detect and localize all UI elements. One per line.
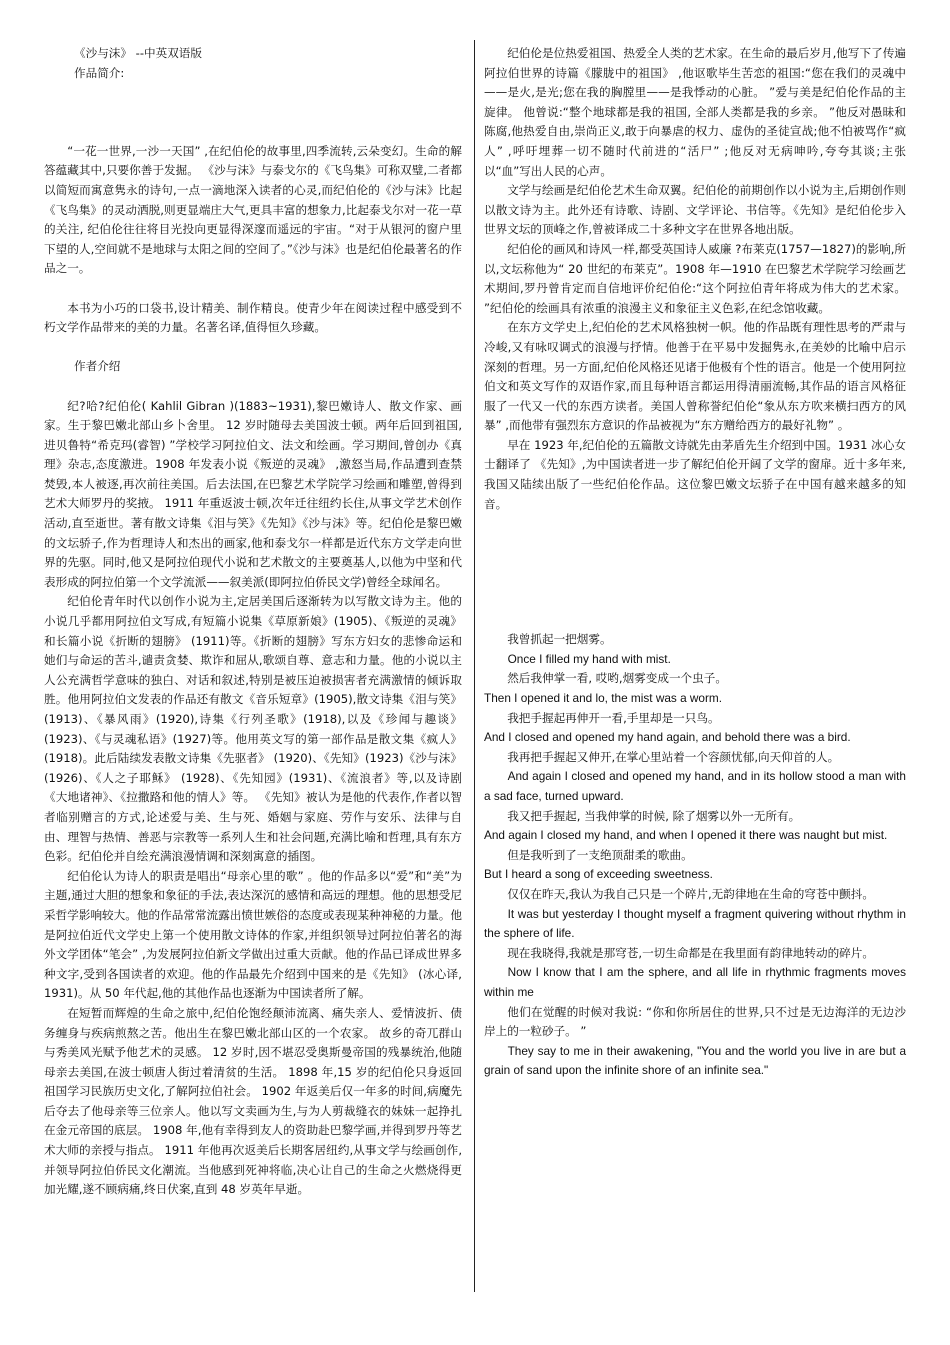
- bilingual-en: And again I closed my hand, and when I opened it there was naught but mist.: [484, 828, 888, 843]
- author-paragraph: 文学与绘画是纪伯伦艺术生命双翼。纪伯伦的前期创作以小说为主,后期创作则以散文诗为主。此外还有诗歌、诗剧、文学评论、书信等。《先知》是纪伯伦步入世界文坛的顶峰之作,曾被译成二十多种文字在世界各地出版。: [484, 183, 906, 237]
- bilingual-zh: 仅仅在昨天,我认为我自己只是一个碎片,无韵律地在生命的穹苍中颤抖。: [507, 886, 874, 901]
- bilingual-en: They say to me in their awakening, "You and the world you live in are but a grain of sand upon the infinite shore of an infinite sea.": [484, 1043, 906, 1078]
- spacer: [44, 83, 462, 122]
- document-title: 《沙与沫》 --中英双语版: [74, 46, 202, 60]
- bilingual-zh: 他们在觉醒的时候对我说: “你和你所居住的世界,只不过是无边海洋的无边沙岸上的一粒砂子。 ”: [484, 1004, 906, 1039]
- bilingual-en: Then I opened it and lo, the mist was a worm.: [484, 691, 723, 706]
- bilingual-zh: 我再把手握起又伸开,在掌心里站着一个容颜忧郁,向天仰首的人。: [507, 749, 840, 764]
- bilingual-en: But I heard a song of exceeding sweetness.: [484, 867, 713, 882]
- author-paragraph: 在东方文学史上,纪伯伦的艺术风格独树一帜。他的作品既有理性思考的严肃与冷峻,又有咏叹调式的浪漫与抒情。他善于在平易中发掘隽永,在美妙的比喻中启示深刻的哲理。另一方面,纪伯伦风格还见诸于他极有个性的语言。他是一个使用阿拉伯文和英文写作的双语作家,而且每种语言都运用得清丽流畅,其作品的语言风格征服了一代又一代的东西方读者。美国人曾称誉纪伯伦“象从东方吹来横扫西方的风暴” ,而他带有强烈东方意识的作品被视为“东方赠给西方的最好礼物” 。: [484, 320, 906, 433]
- author-paragraph: 纪伯伦是位热爱祖国、热爱全人类的艺术家。在生命的最后岁月,他写下了传遍阿拉伯世界的诗篇《朦胧中的祖国》 ,他讴歌毕生苦恋的祖国:“您在我们的灵魂中——是火,是光;您在我的胸膛里——是我悸动的心脏。 ”爱与美是纪伯伦作品的主旋律。 他曾说:“整个地球都是我的祖国, 全部人类都是我的乡亲。 ”他反对愚昧和陈腐,他热爱自由,崇尚正义,敢于向暴虐的权力、虚伪的圣徒宣战;他不怕被骂作“疯人” ,呼吁埋葬一切不随时代前进的“活尸” ;他反对无病呻吟,夸夸其谈;主张以“血”写出人民的心声。: [484, 46, 906, 178]
- column-divider: [474, 40, 475, 1292]
- author-paragraph: 纪伯伦的画风和诗风一样,都受英国诗人威廉 ?布莱克(1757—1827)的影响,所以,文坛称他为“ 20 世纪的布莱克”。1908 年—1910 在巴黎艺术学院学习绘画艺术期间,罗丹曾肯定而自信地评价纪伯伦:“这个阿拉伯青年将成为伟大的艺术家。 ”纪伯伦的绘画具有浓重的浪漫主义和象征主义色彩,在纪念馆收藏。: [484, 241, 906, 315]
- author-paragraph: 纪?哈?纪伯伦( Kahlil Gibran )(1883~1931),黎巴嫩诗人、散文作家、画家。生于黎巴嫩北部山乡卜舍里。 12 岁时随母去美国波士顿。两年后回到祖国,进贝鲁特“希克玛(睿智) ”学校学习阿拉伯文、法文和绘画。学习期间,曾创办《真理》杂志,态度激进。1908 年发表小说《叛逆的灵魂》 ,激怒当局,作品遭到查禁焚毁,本人被逐,再次前往美国。后去法国,在巴黎艺术学院学习绘画和雕塑,曾得到艺术大师罗丹的奖掖。 1911 年重返波士顿,次年迁往纽约长住,从事文学艺术创作活动,直至逝世。著有散文诗集《泪与笑》《先知》《沙与沫》等。纪伯伦是黎巴嫩的文坛骄子,作为哲理诗人和杰出的画家,他和泰戈尔一样都是近代东方文学走向世界的先驱。同时,他又是阿拉伯现代小说和艺术散文的主要奠基人,以他为中坚和代表形成的阿拉伯第一个文学流派——叙美派(即阿拉伯侨民文学)曾经全球闻名。: [44, 398, 462, 589]
- spacer: [44, 279, 462, 299]
- bilingual-section: [484, 630, 906, 1081]
- bilingual-en: It was but yesterday I thought myself a fragment quivering without rhythm in the sphere of life.: [484, 906, 906, 941]
- right-column: [484, 44, 906, 1081]
- author-paragraph: 纪伯伦认为诗人的职责是唱出“母亲心里的歌” 。他的作品多以“爱”和“美”为主题,通过大胆的想象和象征的手法,表达深沉的感情和高远的理想。他的思想受尼采哲学影响较大。他的作品常常流露出愤世嫉俗的态度或表现某种神秘的力量。他是阿拉伯近代文学史上第一个使用散文诗体的作家,并组织领导过阿拉伯著名的海外文学团体“笔会” ,为发展阿拉伯新文学做出过重大贡献。他的作品已译成世界多种文字,受到各国读者的欢迎。他的作品最先介绍到中国来的是《先知》 (冰心译, 1931)。从 50 年代起,他的其他作品也逐渐为中国读者所了解。: [44, 868, 462, 1001]
- spacer: [44, 122, 462, 142]
- bilingual-zh: 我把手握起再伸开一看,手里却是一只鸟。: [507, 710, 720, 725]
- bilingual-en: And again I closed and opened my hand, and in its hollow stood a man with a sad face, turned upward.: [484, 769, 906, 803]
- author-paragraph: 纪伯伦青年时代以创作小说为主,定居美国后逐渐转为以写散文诗为主。他的小说几乎都用阿拉伯文写成,有短篇小说集《草原新娘》(1905)、《叛逆的灵魂》和长篇小说《折断的翅膀》 (1911)等。《折断的翅膀》写东方妇女的悲惨命运和她们与命运的苦斗,谴责贪婪、欺诈和屈从,歌颂自尊、意志和力量。他的小说以主人公充满哲学意味的独白、对话和叙述,特别是被压迫被损害者充满激情的倾诉取胜。他用阿拉伯文发表的作品还有散文《音乐短章》(1905),散文诗集《泪与笑》 (1913)、《暴风雨》(1920),诗集《行列圣歌》(1918),以及《珍闻与趣谈》(1923)、《与灵魂私语》(1927)等。他用英文写的第一部作品是散文集《疯人》 (1918)。此后陆续发表散文诗集《先驱者》 (1920)、《先知》(1923)《沙与沫》(1926)、《人之子耶稣》 (1928)、《先知园》(1931)、《流浪者》等,以及诗剧《大地诸神》、《拉撒路和他的情人》等。 《先知》被认为是他的代表作,作者以智者临别赠言的方式,论述爱与美、生与死、婚姻与家庭、劳作与安乐、法律与自由、理智与热情、善恶与宗教等一系列人生和社会问题,充满比喻和哲理,具有东方色彩。纪伯伦并自绘充满浪漫情调和深刻寓意的插图。: [44, 594, 462, 864]
- intro-paragraph: “一花一世界,一沙一天国” ,在纪伯伦的故事里,四季流转,云朵变幻。生命的解答蕴藏其中,只要你善于发掘。 《沙与沫》与泰戈尔的《飞鸟集》可称双璧,二者都以简短而寓意隽永的诗句,一点一滴地深入读者的心灵,而纪伯伦的《沙与沫》比起《飞鸟集》的灵动洒脱,则更显端庄大气,更具丰富的想象力,比起泰戈尔对一花一草的关注, 纪伯伦往往将目光投向更显得深邃而遥远的宇宙。“对于从银河的窗户里下望的人,空间就不是地球与太阳之间的空间了。”《沙与沫》也是纪伯伦最著名的作品之一。: [44, 143, 462, 276]
- bilingual-zh: 现在我晓得,我就是那穹苍,一切生命都是在我里面有韵律地转动的碎片。: [507, 945, 874, 960]
- bilingual-zh: 我又把手握起, 当我伸掌的时候, 除了烟雾以外一无所有。: [507, 808, 801, 823]
- author-paragraph: 早在 1923 年,纪伯伦的五篇散文诗就先由茅盾先生介绍到中国。1931 冰心女士翻译了 《先知》,为中国读者进一步了解纪伯伦开阔了文学的窗扉。近十多年来,我国又陆续出版了一些纪伯伦作品。这位黎巴嫩文坛骄子在中国有越来越多的知音。: [484, 437, 906, 511]
- left-column: [44, 44, 462, 1200]
- bilingual-zh: 我曾抓起一把烟雾。: [507, 632, 612, 647]
- spacer: [44, 377, 462, 397]
- bilingual-en: Now I know that I am the sphere, and all life in rhythmic fragments moves within me: [484, 965, 906, 999]
- bilingual-zh: 然后我伸掌一看, 哎哟,烟雾变成一个虫子。: [507, 671, 727, 686]
- spacer: [484, 514, 906, 630]
- bilingual-en: And I closed and opened my hand again, and behold there was a bird.: [484, 730, 851, 745]
- bilingual-en: Once I filled my hand with mist.: [507, 651, 671, 666]
- intro-label: 作品简介:: [74, 65, 125, 80]
- author-label: 作者介绍: [74, 359, 121, 374]
- intro-paragraph: 本书为小巧的口袋书,设计精美、制作精良。使青少年在阅读过程中感受到不朽文学作品带来的美的力量。名著名译,值得恒久珍藏。: [44, 300, 462, 335]
- spacer: [44, 338, 462, 358]
- author-paragraph: 在短暂而辉煌的生命之旅中,纪伯伦饱经颠沛流离、痛失亲人、爱情波折、债务缠身与疾病煎熬之苦。他出生在黎巴嫩北部山区的一个农家。 故乡的奇兀群山与秀美风光赋予他艺术的灵感。 12 岁时,因不堪忍受奥斯曼帝国的残暴统治,他随母亲去美国,在波士顿唐人街过着清贫的生活。 1898 年,15 岁的纪伯伦只身返回祖国学习民族历史文化,了解阿拉伯社会。 1902 年返美后仅一年多的时间,病魔先后夺去了他母亲等三位亲人。他以写文卖画为生,与为人剪裁缝衣的妹妹一起挣扎在金元帝国的底层。 1908 年,他有幸得到友人的资助赴巴黎学画,并得到罗丹等艺术大师的亲授与指点。 1911 年他再次返美后长期客居纽约,从事文学与绘画创作,并领导阿拉伯侨民文化潮流。当他感到死神将临,决心让自己的生命之火燃烧得更加光耀,遂不顾病痛,终日伏案,直到 48 岁英年早逝。: [44, 1005, 462, 1197]
- bilingual-zh: 但是我听到了一支绝顶甜柔的歌曲。: [507, 847, 693, 862]
